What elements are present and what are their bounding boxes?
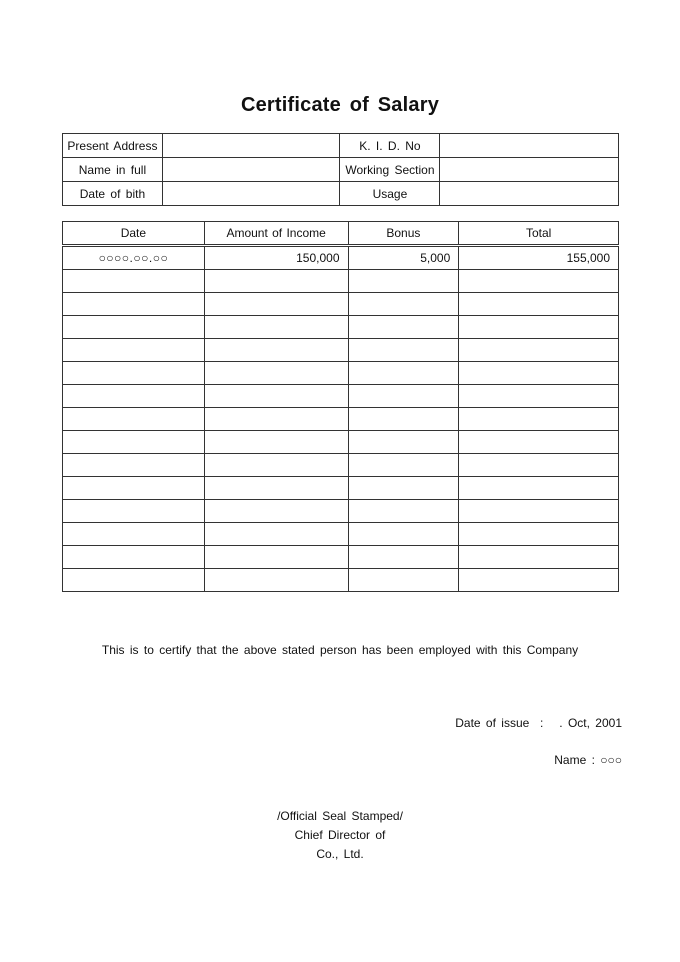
table-row [63, 454, 619, 477]
amount-of-income-cell[interactable] [204, 408, 348, 431]
date-cell[interactable] [63, 316, 205, 339]
table-row [63, 316, 619, 339]
date-cell[interactable] [63, 362, 205, 385]
kid-no-label: K. I. D. No [340, 134, 440, 158]
bonus-cell[interactable] [348, 431, 459, 454]
working-section-label: Working Section [340, 158, 440, 182]
bonus-cell[interactable] [348, 316, 459, 339]
bonus-cell[interactable]: 5,000 [348, 246, 459, 270]
present-address-label: Present Address [63, 134, 163, 158]
date-of-issue: Date of issue : . Oct, 2001 [455, 716, 622, 730]
date-cell[interactable] [63, 500, 205, 523]
name-in-full-label: Name in full [63, 158, 163, 182]
salary-table-body [63, 246, 619, 592]
personal-info-table [62, 133, 619, 206]
date-cell[interactable] [63, 477, 205, 500]
amount-of-income-cell[interactable] [204, 454, 348, 477]
amount-of-income-cell[interactable] [204, 339, 348, 362]
total-cell[interactable] [459, 270, 619, 293]
certification-statement: This is to certify that the above stated person has been employed with this Company [101, 643, 579, 657]
bonus-cell[interactable] [348, 385, 459, 408]
date-cell[interactable] [63, 431, 205, 454]
total-cell[interactable]: 155,000 [459, 246, 619, 270]
bonus-cell[interactable] [348, 293, 459, 316]
amount-of-income-cell[interactable]: 150,000 [204, 246, 348, 270]
amount-of-income-cell[interactable] [204, 293, 348, 316]
bonus-cell[interactable] [348, 454, 459, 477]
official-seal-line: /Official Seal Stamped/ [277, 809, 403, 823]
total-cell[interactable] [459, 500, 619, 523]
table-row [63, 477, 619, 500]
date-cell[interactable] [63, 408, 205, 431]
company-name-line: Co., Ltd. [316, 847, 364, 861]
info-row [63, 158, 619, 182]
table-row [63, 500, 619, 523]
chief-director-line: Chief Director of [294, 828, 386, 842]
date-cell[interactable] [63, 339, 205, 362]
amount-of-income-cell[interactable] [204, 385, 348, 408]
table-row [63, 523, 619, 546]
total-cell[interactable] [459, 316, 619, 339]
amount-of-income-cell[interactable] [204, 477, 348, 500]
total-cell[interactable] [459, 569, 619, 592]
total-cell[interactable] [459, 385, 619, 408]
bonus-cell[interactable] [348, 523, 459, 546]
table-row [63, 408, 619, 431]
date-of-birth-label: Date of bith [63, 182, 163, 206]
total-cell[interactable] [459, 362, 619, 385]
total-cell[interactable] [459, 408, 619, 431]
amount-of-income-cell[interactable] [204, 270, 348, 293]
bonus-cell[interactable] [348, 408, 459, 431]
bonus-cell[interactable] [348, 362, 459, 385]
total-cell[interactable] [459, 431, 619, 454]
table-row [63, 431, 619, 454]
salary-table [62, 221, 619, 592]
table-row [63, 246, 619, 270]
table-row [63, 339, 619, 362]
amount-of-income-cell[interactable] [204, 569, 348, 592]
kid-no-field[interactable] [440, 134, 619, 158]
amount-of-income-cell[interactable] [204, 523, 348, 546]
amount-of-income-cell[interactable] [204, 316, 348, 339]
total-cell[interactable] [459, 293, 619, 316]
total-cell[interactable] [459, 454, 619, 477]
date-cell[interactable]: ○○○○.○○.○○ [63, 246, 205, 270]
table-row [63, 546, 619, 569]
table-row [63, 293, 619, 316]
total-cell[interactable] [459, 477, 619, 500]
info-row [63, 182, 619, 206]
total-cell[interactable] [459, 339, 619, 362]
bonus-cell[interactable] [348, 270, 459, 293]
amount-of-income-column-header: Amount of Income [204, 222, 348, 246]
info-row [63, 134, 619, 158]
amount-of-income-cell[interactable] [204, 546, 348, 569]
name-in-full-field[interactable] [162, 158, 340, 182]
total-cell[interactable] [459, 523, 619, 546]
date-cell[interactable] [63, 569, 205, 592]
date-cell[interactable] [63, 523, 205, 546]
date-of-birth-field[interactable] [162, 182, 340, 206]
bonus-cell[interactable] [348, 569, 459, 592]
date-cell[interactable] [63, 546, 205, 569]
date-cell[interactable] [63, 293, 205, 316]
bonus-cell[interactable] [348, 339, 459, 362]
salary-table-header [63, 222, 619, 246]
bonus-cell[interactable] [348, 546, 459, 569]
amount-of-income-cell[interactable] [204, 362, 348, 385]
date-cell[interactable] [63, 454, 205, 477]
document-title: Certificate of Salary [240, 94, 440, 116]
total-column-header: Total [459, 222, 619, 246]
date-column-header: Date [63, 222, 205, 246]
table-row [63, 270, 619, 293]
bonus-column-header: Bonus [348, 222, 459, 246]
table-row [63, 385, 619, 408]
present-address-field[interactable] [162, 134, 340, 158]
table-row [63, 362, 619, 385]
signer-name: Name : ○○○ [554, 753, 622, 767]
date-cell[interactable] [63, 270, 205, 293]
usage-label: Usage [340, 182, 440, 206]
usage-field[interactable] [440, 182, 619, 206]
working-section-field[interactable] [440, 158, 619, 182]
total-cell[interactable] [459, 546, 619, 569]
bonus-cell[interactable] [348, 500, 459, 523]
amount-of-income-cell[interactable] [204, 431, 348, 454]
bonus-cell[interactable] [348, 477, 459, 500]
signature-block [0, 807, 680, 864]
amount-of-income-cell[interactable] [204, 500, 348, 523]
table-row [63, 569, 619, 592]
date-cell[interactable] [63, 385, 205, 408]
